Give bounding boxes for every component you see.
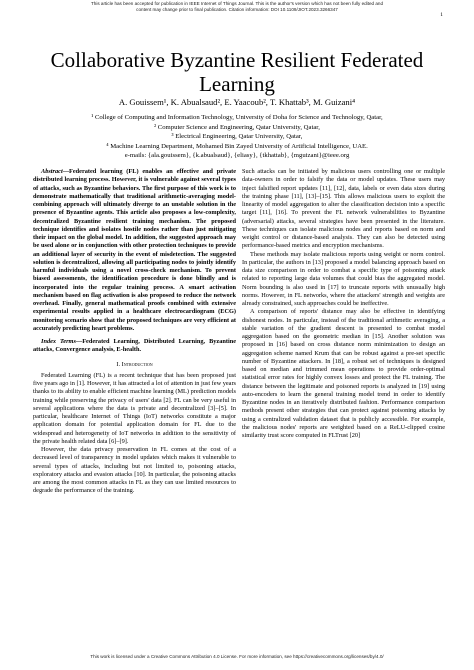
body-paragraph: Such attacks can be initiated by malicious users controlling one or multiple data-owners in order to falsify the data or model updates. These users may inject falsified report updates [11], [12], data, labels or even data sizes during the training phase [11], [13]–[15]. This allows malicious users to exploit the linearity of model aggregation to alter the classification decision into a specific target [11], [16]. To prevent the FL network vulnerabilities to Byzantine (adversarial) attacks, several strategies have been presented in the literature. These techniques can isolate malicious nodes and reports based on norm and weight control or distance-based analysis. They can also be detected using performance-based metrics and encryption mechanisms.: [242, 168, 445, 250]
affiliation-2: ² Computer Science and Engineering, Qatar University, Qatar,: [154, 123, 320, 131]
index-terms-label: Index Terms: [41, 338, 76, 345]
body-paragraph: A comparison of reports' distance may also be effective in identifying dishonest nodes. In particular, instead of the traditional arithmetic averaging, a stable variation of the gradient descent is presented to combat model aggregation based on the geometric median in [15]. Another solution was proposed in [16] based on cross distance norm minimization to design an aggregation scheme named Krum that can be robust against a pre-set specific number of Byzantine attackers. In [18], a robust set of techniques is designed based on median and trimmed mean operations to provide order-optimal statistical error rates for highly convex losses and protect the FL training. The distance between the legitimate and poisoned reports is analyzed in [19] using auto-encoders to learn the general training model trend in order to identify Byzantine nodes in an iteratively distributed fashion. Performance comparison methods present other strategies that can protect against poisoning attacks by using a centralized validation dataset that is publicly accessible. For example, the malicious nodes' reports are weighted based on a ReLU-clipped cosine similarity trust score computed in FLTrust [20]: [242, 308, 445, 439]
body-paragraph: These methods may isolate malicious reports using weight or norm control. In particular, the authors in [13] proposed a model balancing approach based on data size comparison in order to combat a specific type of poisoning attack related to reporting large data volumes that could bias the aggregated model. Norm bounding is also used in [17] to truncate reports with unusually high norms. However, in FL networks, where the attackers' strength and weights are already constrained, such approaches could be ineffective.: [242, 250, 445, 307]
body-paragraph: Federated Learning (FL) is a recent technique that has been proposed just five years ago in [1]. However, it has attracted a lot of attention in just few years thanks to its ability to enable efficient machine learning (ML) prediction models training while preserving the privacy of users' data [2]. FL can be very useful in several applications where the data is private and decentralized [3]–[5]. In particular, healthcare Internet of Things (IoT) networks constitute a major application domain for potential application domain for FL due to the widespread and heterogeneity of IoT networks in addition to the sensitivity of the private health related data [6]–[9].: [33, 371, 236, 445]
index-terms-text: —Federated Learning, Distributed Learning, Byzantine attacks, Convergence analysis, E-health.: [33, 338, 237, 354]
banner-line-1: This article has been accepted for publication in IEEE Internet of Things Journal. This is the author's version which has not been fully edited and: [90, 1, 384, 6]
abstract-text: —Federated learning (FL) enables an effective and private distributed learning process. However, it is vulnerable against several types of attacks, such as Byzantine behaviors. The first purpose of this work is to demonstrate mathematically that traditional arithmetic-averaging model-combining approach will ultimately diverge to an unstable solution in the presence of Byzantine agents. This article also proposes a low-complexity, decentralized Byzantine resilient training mechanism. The proposed technique identifies and isolates hostile nodes rather than just mitigating their impact on the global model. In addition, the suggested approach may be used alone or in conjunction with other protection techniques to provide an additional layer of security in the event of misdetection. The suggested solution is decentralized, allowing all participating nodes to jointly identify harmful individuals using a novel cross-check mechanism. To prevent biased assessments, the identification procedure is done blindly and is incorporated into the regular training process. A smart activation mechanism based on flag activation is also proposed to reduce the network overhead. Finally, general mathematical proofs combined with extensive experimental results applied in a healthcare electrocardiogram (ECG) monitoring scenario show that the proposed techniques are very efficient at accurately predicting heart problems.: [33, 168, 236, 332]
affiliation-1: ¹ College of Computing and Information Technology, University of Doha for Science and Technology, Qatar,: [91, 114, 383, 121]
right-column: [242, 168, 445, 440]
affiliation-3: ³ Electrical Engineering, Qatar University, Qatar,: [171, 133, 303, 141]
index-terms: [33, 338, 236, 355]
title-line-1: Collaborative Byzantine Resilient Federated: [50, 48, 424, 72]
affiliations: [0, 113, 474, 161]
left-column: [33, 168, 236, 496]
section-heading-introduction: I. Introduction: [116, 360, 153, 368]
paper-title: [0, 48, 474, 96]
title-line-2: Learning: [199, 72, 275, 96]
banner-line-2: content may change prior to final publication. Citation information: DOI 10.1109/JIOT.2023.3266347: [136, 7, 338, 12]
body-paragraph: However, the data privacy preservation in FL comes at the cost of a decreased level of transparency in model updates which makes it vulnerable to several types of attacks, including but not limited to, poisoning attacks, exploratory attacks and evasion attacks [10]. In particular, the poisoning attacks are among the most common attacks in FL as they can use limited resources to degrade the performance of the training.: [33, 446, 236, 495]
license-footer: This work is licensed under a Creative Commons Attribution 4.0 License. For more information, see https://creativecommons.org/licenses/by/4.0/: [90, 654, 384, 659]
page-number: 1: [440, 12, 443, 18]
abstract-label: Abstract: [41, 168, 63, 175]
publication-banner: [0, 1, 474, 13]
affiliation-4: ⁴ Machine Learning Department, Mohamed Bin Zayed University of Artificial Intelligence, UAE.: [106, 142, 368, 150]
author-list: A. Gouissem¹, K. Abualsaud², E. Yaacoub², T. Khattab³, M. Guizani⁴: [118, 97, 356, 107]
author-emails: e-mails: {ala.gouissem}, {k.abualsaud}, {eliasy}, {tkhattab}, {mguizani}@ieee.org: [124, 152, 350, 160]
abstract: [33, 168, 236, 333]
